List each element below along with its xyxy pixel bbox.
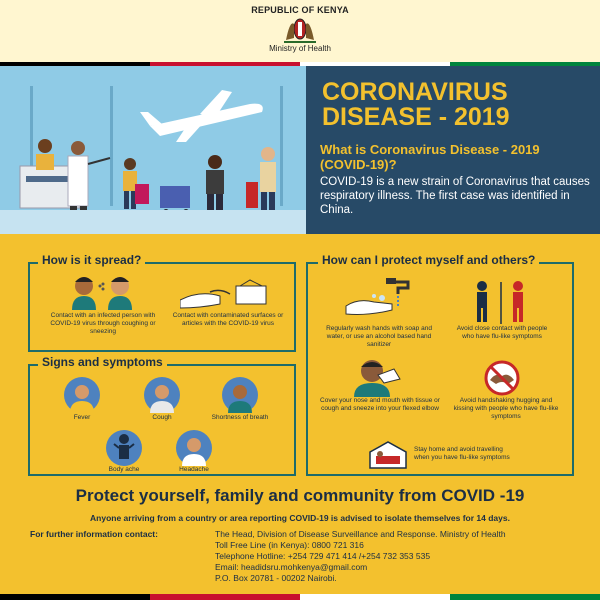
airport-illustration	[0, 66, 306, 234]
footer-flag-stripe	[0, 594, 600, 600]
ministry-title: Ministry of Health	[269, 44, 331, 53]
spread-caption-2: Contact with contaminated surfaces or articles with the COVID-19 virus	[172, 312, 284, 327]
contact-line-tollfree: Toll Free Line (in Kenya): 0800 721 316	[215, 540, 364, 550]
what-is-body: COVID-19 is a new strain of Coronavirus that causes respiratory illness. The first case was identified in China.	[320, 176, 590, 216]
protect-caption-2: Avoid close contact with people who have flu-like symptoms	[456, 325, 548, 340]
symptom-caption-bodyache: Body ache	[108, 466, 140, 473]
fever-figure-icon	[64, 377, 100, 413]
symptom-caption-cough: Cough	[152, 414, 172, 421]
spread-title: How is it spread?	[38, 253, 145, 267]
cover-mouth-icon	[350, 357, 412, 397]
protect-caption-4: Avoid handshaking hugging and kissing with people who have flu-like symptoms	[453, 397, 559, 420]
coat-of-arms-icon	[280, 14, 320, 44]
spread-caption-1: Contact with an infected person with COVID-19 virus through coughing or sneezing	[50, 312, 156, 335]
symptom-caption-headache: Headache	[179, 466, 209, 473]
no-handshake-icon	[482, 360, 522, 396]
contact-line-hotline: Telephone Hotline: +254 729 471 414 /+254 732 353 535	[215, 551, 431, 561]
symptom-caption-fever: Fever	[73, 414, 91, 421]
what-is-heading: What is Coronavirus Disease - 2019 (COVID-19)?	[320, 142, 540, 172]
contact-line-address: P.O. Box 20781 - 00202 Nairobi.	[215, 573, 337, 583]
floor	[0, 210, 306, 234]
contact-line-office: The Head, Division of Disease Surveillance and Response. Ministry of Health	[215, 529, 506, 539]
footer-headline: Protect yourself, family and community from COVID -19	[75, 486, 525, 505]
avoid-contact-icon	[472, 280, 530, 324]
title-line-2: DISEASE - 2019	[322, 103, 510, 131]
airplane-icon	[140, 90, 263, 142]
symptoms-title: Signs and symptoms	[38, 355, 167, 369]
main-title	[322, 80, 592, 130]
contaminated-surface-icon	[180, 278, 270, 310]
body-figure-icon	[106, 430, 142, 466]
symptom-caption-breath: Shortness of breath	[211, 414, 269, 421]
protect-caption-1: Regularly wash hands with soap and water, or use an alcohol based hand sanitizer	[326, 325, 432, 348]
hand-washing-icon	[344, 276, 418, 318]
contact-line-email: Email: headidsru.mohkenya@gmail.com	[215, 562, 368, 572]
airport-scene-icon	[0, 66, 306, 234]
contact-block	[215, 529, 595, 584]
contact-label: For further information contact:	[30, 529, 158, 539]
headache-figure-icon	[176, 430, 212, 466]
coughing-people-icon	[68, 272, 138, 310]
republic-title: REPUBLIC OF KENYA	[251, 5, 349, 15]
breath-figure-icon	[222, 377, 258, 413]
stay-home-icon	[368, 440, 408, 470]
protect-caption-5: Stay home and avoid travelling when you have flu-like symptoms	[414, 446, 510, 461]
protect-caption-3: Cover your nose and mouth with tissue or cough and sneeze into your flexed elbow	[320, 397, 440, 412]
cough-figure-icon	[144, 377, 180, 413]
title-line-1: CORONAVIRUS	[322, 78, 508, 106]
isolation-advice: Anyone arriving from a country or area reporting COVID-19 is advised to isolate themselves for 14 days.	[90, 513, 510, 523]
protect-title: How can I protect myself and others?	[318, 253, 539, 267]
